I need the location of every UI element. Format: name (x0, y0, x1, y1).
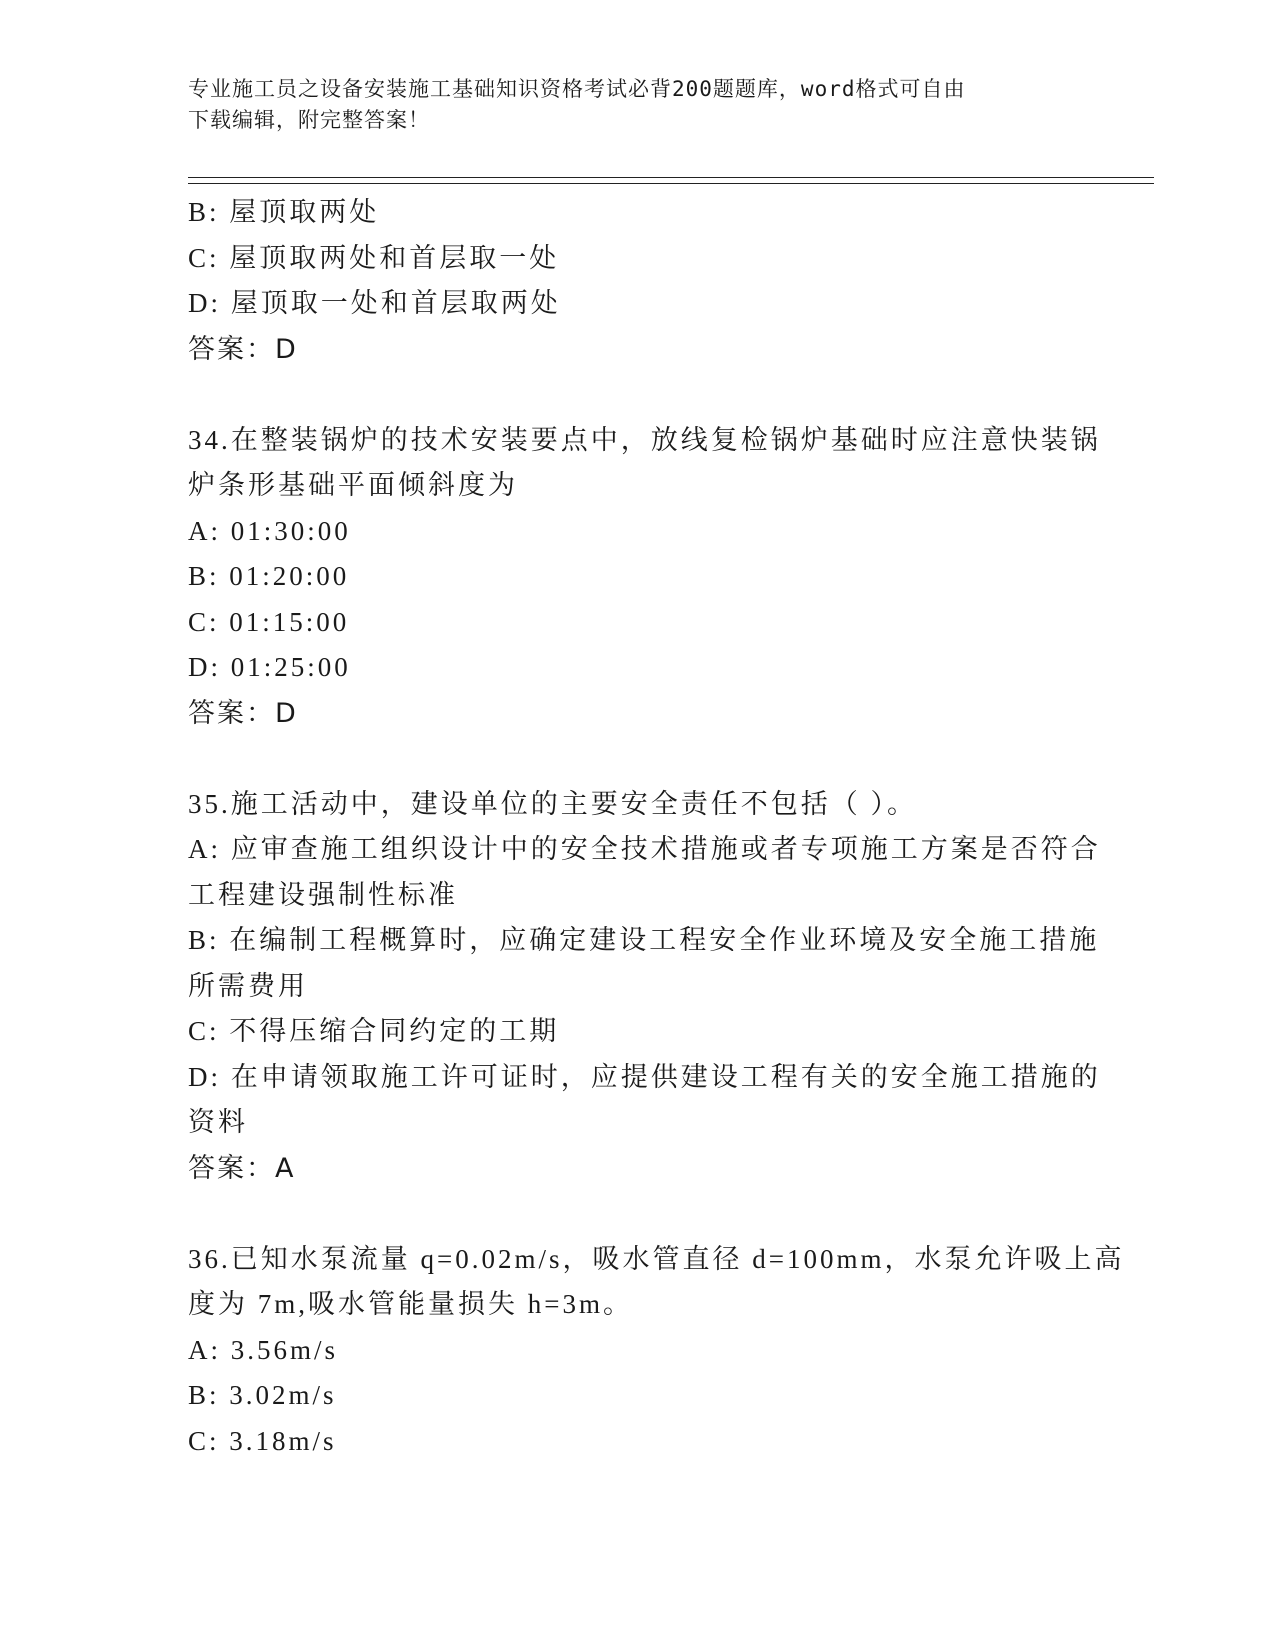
option-a-line-2: 工程建设强制性标准 (188, 879, 458, 910)
spacer (188, 736, 1088, 782)
question-stem-line-1: 34.在整装锅炉的技术安装要点中，放线复检锅炉基础时应注意快装锅 (188, 424, 1101, 455)
question-stem-line-1: 36.已知水泵流量 q=0.02m/s，吸水管直径 d=100mm，水泵允许吸上高 (188, 1243, 1125, 1274)
option-c: C: 3.18m/s (188, 1425, 337, 1456)
answer-label: 答案：A (188, 1152, 296, 1184)
question-stem-line-2: 炉条形基础平面倾斜度为 (188, 470, 518, 500)
question-stem: 35.施工活动中，建设单位的主要安全责任不包括（ ）。 (188, 788, 917, 819)
question-stem-line-2: 度为 7m,吸水管能量损失 h=3m。 (188, 1289, 633, 1319)
header-title-line-2: 下载编辑，附完整答案！ (188, 108, 430, 132)
option-b: B: 屋顶取两处 (188, 197, 380, 227)
header-divider-bottom (188, 183, 1154, 184)
question-34 (188, 418, 1101, 737)
option-b-line-2: 所需费用 (188, 970, 308, 1001)
question-35 (188, 782, 1101, 1192)
option-a-line-1: A: 应审查施工组织设计中的安全技术措施或者专项施工方案是否符合 (188, 834, 1101, 864)
option-c: C: 01:15:00 (188, 606, 350, 637)
header-divider-top (188, 177, 1154, 178)
option-c: C: 不得压缩合同约定的工期 (188, 1016, 560, 1046)
spacer (188, 1191, 1088, 1237)
question-list (188, 190, 1125, 1464)
option-b: B: 01:20:00 (188, 561, 350, 591)
option-a: A: 01:30:00 (188, 515, 351, 546)
spacer (188, 372, 1088, 418)
answer-label: 答案：D (188, 333, 298, 365)
option-c: C: 屋顶取两处和首层取一处 (188, 242, 560, 273)
answer-label: 答案：D (188, 697, 298, 729)
question-36 (188, 1237, 1125, 1465)
document-header (188, 74, 1068, 136)
option-a: A: 3.56m/s (188, 1334, 339, 1365)
option-b-line-1: B: 在编制工程概算时，应确定建设工程安全作业环境及安全施工措施 (188, 925, 1100, 955)
option-d: D: 屋顶取一处和首层取两处 (188, 288, 561, 318)
option-b: B: 3.02m/s (188, 1380, 337, 1410)
option-d-line-1: D: 在申请领取施工许可证时，应提供建设工程有关的安全施工措施的 (188, 1061, 1101, 1092)
option-d-line-2: 资料 (188, 1107, 248, 1137)
option-d: D: 01:25:00 (188, 652, 351, 682)
header-title-line-1: 专业施工员之设备安装施工基础知识资格考试必背200题题库，word格式可自由 (188, 77, 966, 101)
question-prev-continued (188, 190, 1088, 372)
